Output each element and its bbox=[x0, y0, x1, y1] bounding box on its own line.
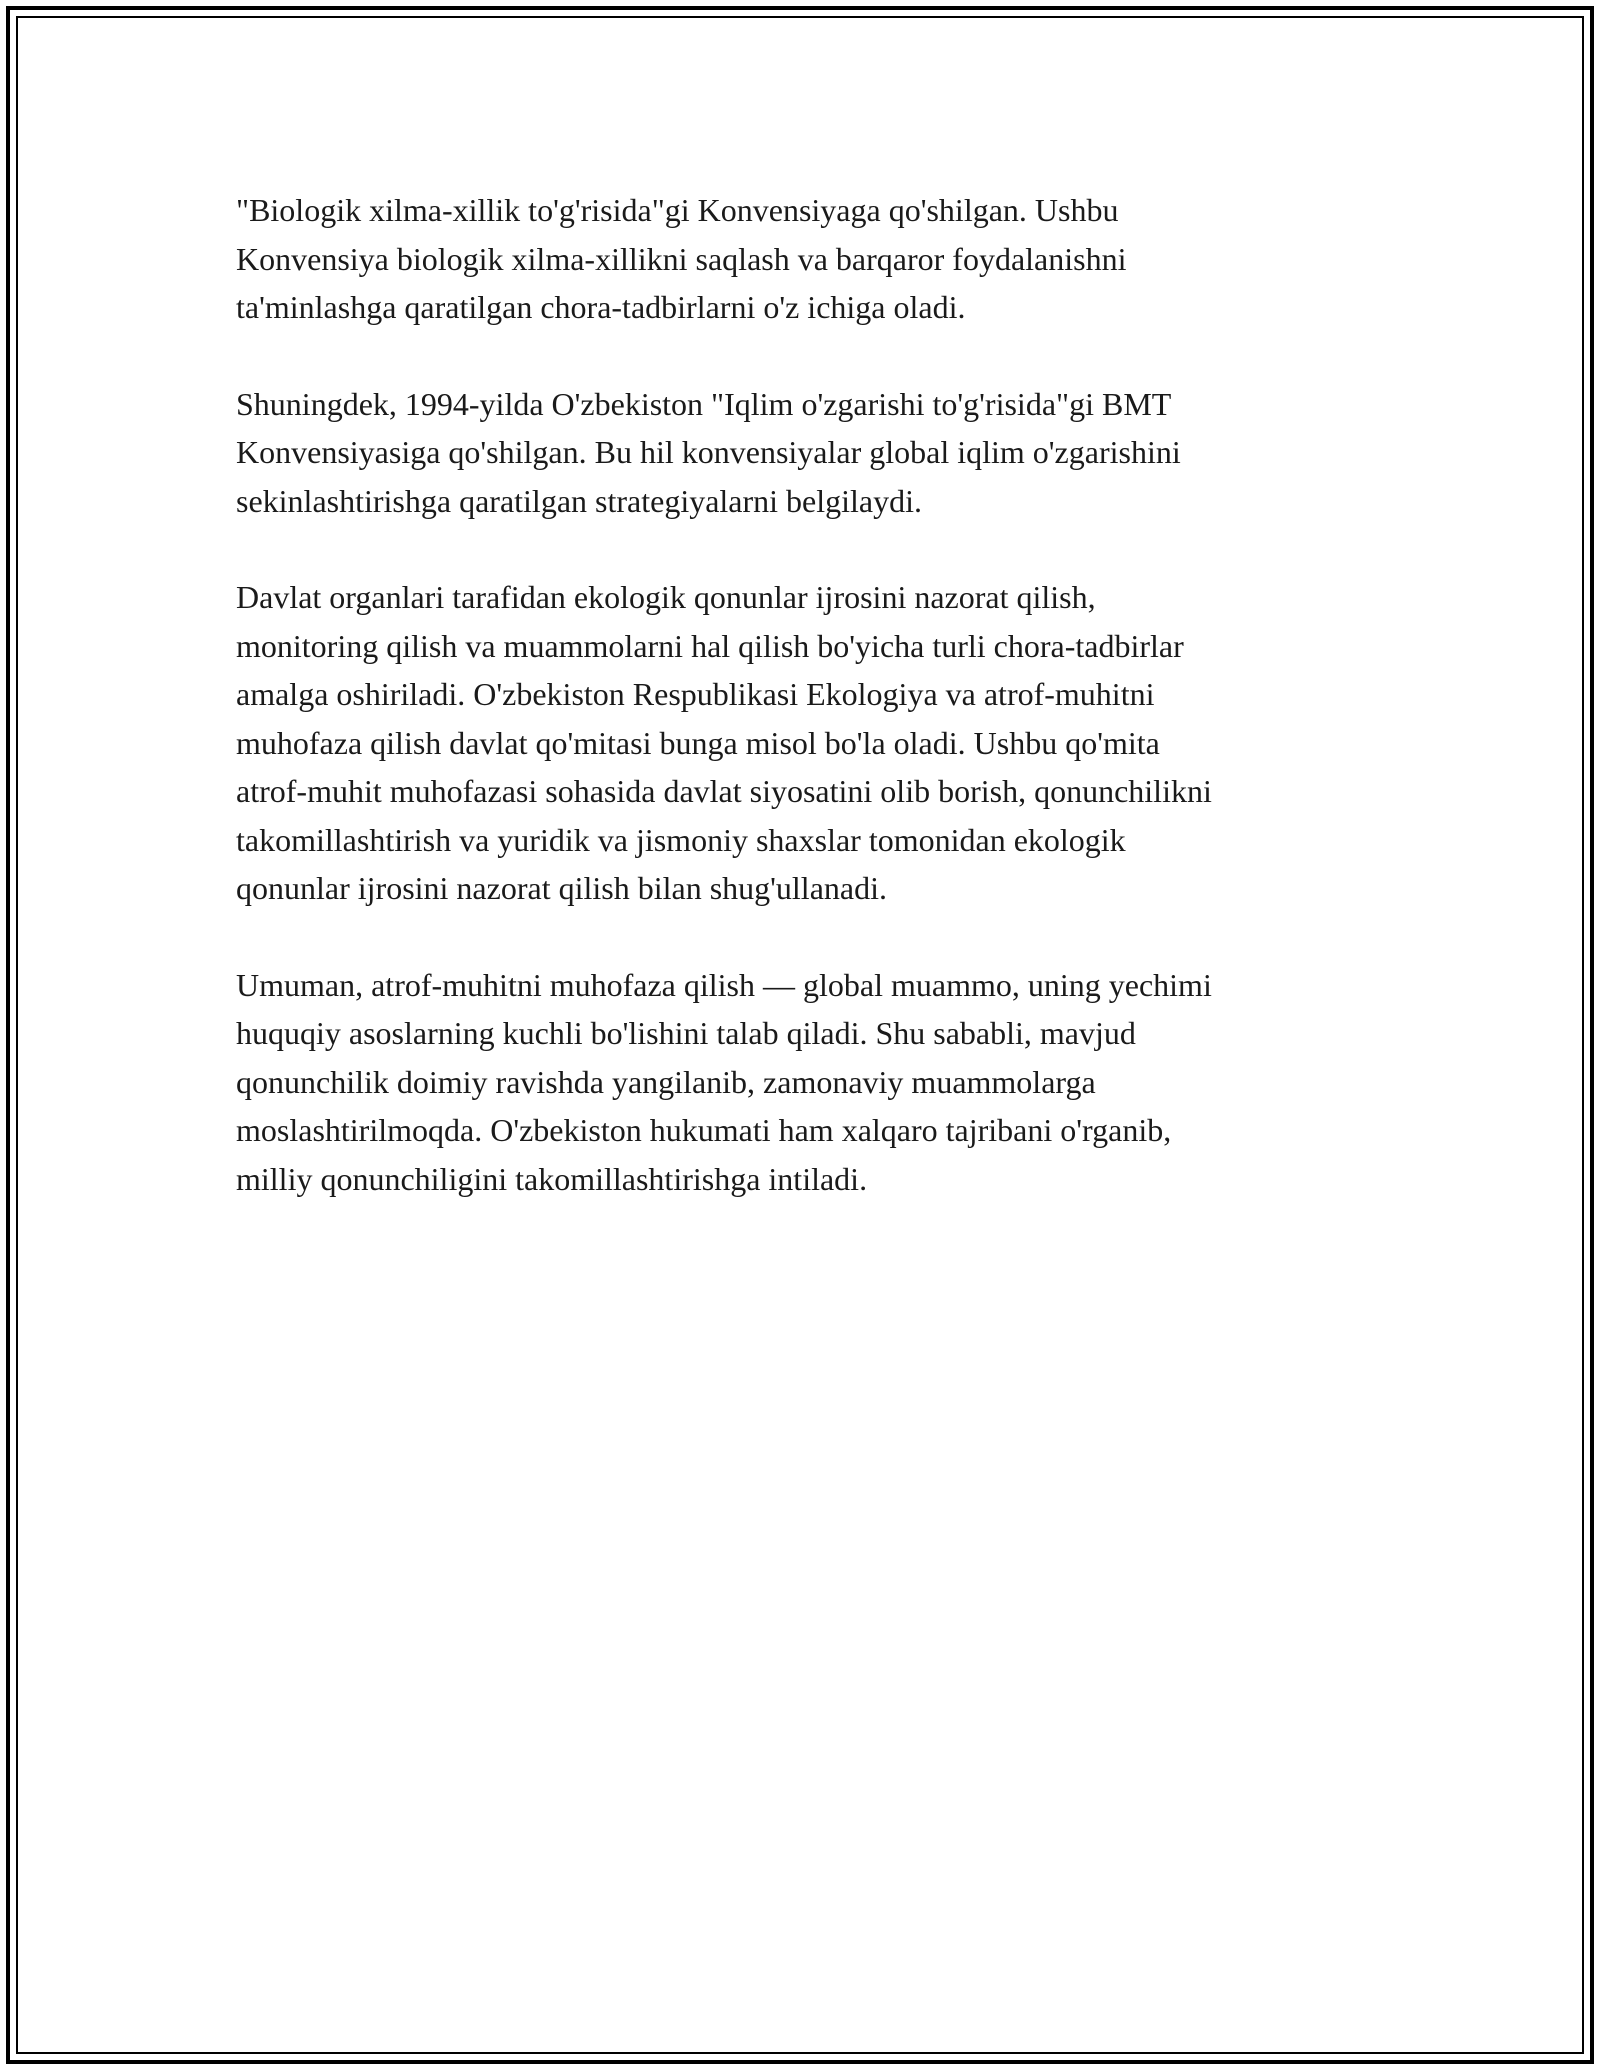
document-body bbox=[236, 186, 1416, 1251]
paragraph-line: moslashtirilmoqda. O'zbekiston hukumati ham xalqaro tajribani o'rganib, bbox=[236, 1112, 1172, 1148]
paragraph-1 bbox=[236, 186, 1416, 332]
paragraph-line: Umuman, atrof-muhitni muhofaza qilish — global muammo, uning yechimi bbox=[236, 966, 1212, 1003]
paragraph-line: monitoring qilish va muammolarni hal qilish bo'yicha turli chora-tadbirlar bbox=[236, 627, 1184, 664]
paragraph-line: ta'minlashga qaratilgan chora-tadbirlarni o'z ichiga oladi. bbox=[236, 289, 966, 325]
paragraph-line: Davlat organlari tarafidan ekologik qonunlar ijrosini nazorat qilish, bbox=[236, 579, 1096, 615]
paragraph-4 bbox=[236, 961, 1416, 1204]
paragraph-line: Konvensiya biologik xilma-xillikni saqlash va barqaror foydalanishni bbox=[236, 240, 1127, 277]
paragraph-2 bbox=[236, 380, 1416, 526]
paragraph-line: sekinlashtirishga qaratilgan strategiyalarni belgilaydi. bbox=[236, 482, 923, 519]
paragraph-line: "Biologik xilma-xillik to'g'risida"gi Konvensiyaga qo'shilgan. Ushbu bbox=[236, 192, 1119, 228]
paragraph-line: qonunlar ijrosini nazorat qilish bilan shug'ullanadi. bbox=[236, 870, 887, 906]
paragraph-line: atrof-muhit muhofazasi sohasida davlat siyosatini olib borish, qonunchilikni bbox=[236, 773, 1212, 809]
paragraph-line: muhofaza qilish davlat qo'mitasi bunga misol bo'la oladi. Ushbu qo'mita bbox=[236, 724, 1160, 761]
paragraph-line: takomillashtirish va yuridik va jismoniy shaxslar tomonidan ekologik bbox=[236, 821, 1126, 858]
paragraph-3 bbox=[236, 573, 1416, 913]
paragraph-line: Konvensiyasiga qo'shilgan. Bu hil konvensiyalar global iqlim o'zgarishini bbox=[236, 434, 1181, 470]
paragraph-line: qonunchilik doimiy ravishda yangilanib, zamonaviy muammolarga bbox=[236, 1063, 1096, 1100]
paragraph-line: Shuningdek, 1994-yilda O'zbekiston "Iqlim o'zgarishi to'g'risida"gi BMT bbox=[236, 385, 1172, 422]
paragraph-line: milliy qonunchiligini takomillashtirishga intiladi. bbox=[236, 1160, 868, 1197]
paragraph-line: huquqiy asoslarning kuchli bo'lishini talab qiladi. Shu sababli, mavjud bbox=[236, 1015, 1136, 1051]
paragraph-line: amalga oshiriladi. O'zbekiston Respublikasi Ekologiya va atrof-muhitni bbox=[236, 676, 1155, 712]
